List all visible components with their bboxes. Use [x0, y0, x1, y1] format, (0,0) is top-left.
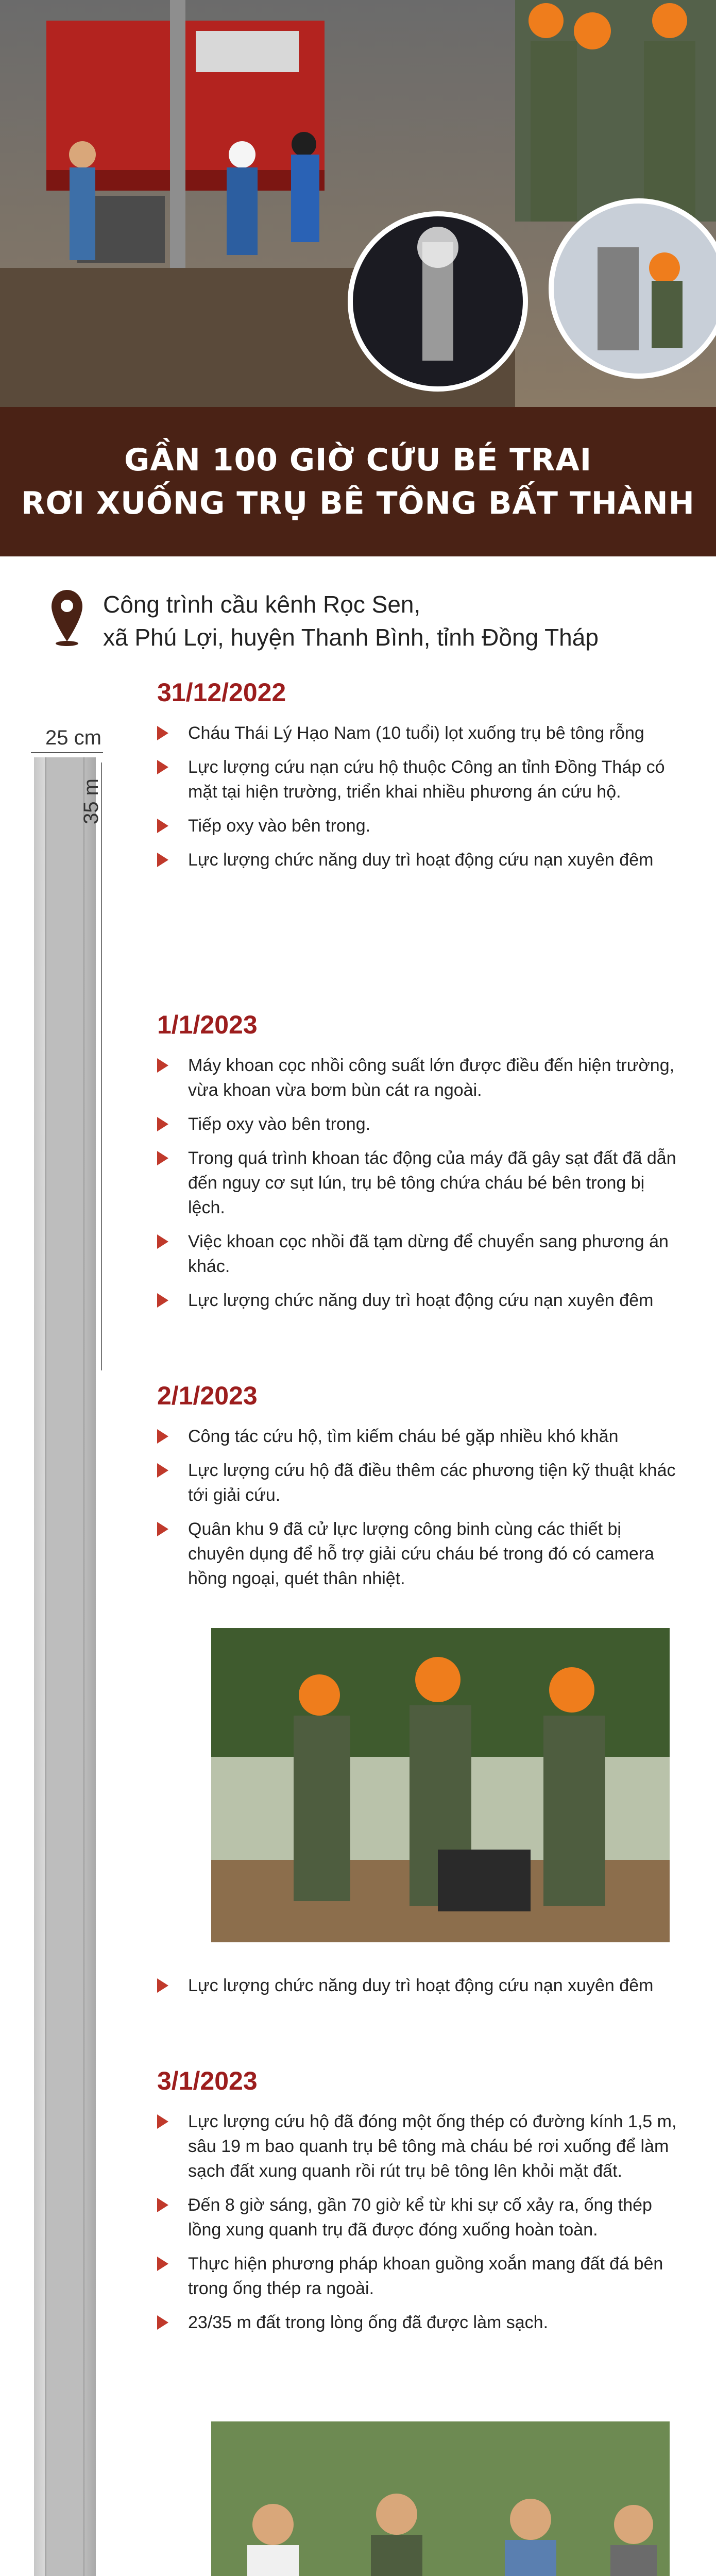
day-section-31-12-2022: [157, 677, 677, 882]
event-item: Lực lượng cứu hộ đã đóng một ống thép có đường kính 1,5 m, sâu 19 m bao quanh trụ bê tông mà cháu bé rơi xuống để làm sạch đất xung quanh rồi rút trụ bê tông lên khỏi mặt đất.: [157, 2109, 677, 2183]
pillar-hollow-core: [45, 757, 84, 2576]
title-line-2: RƠI XUỐNG TRỤ BÊ TÔNG BẤT THÀNH: [21, 485, 695, 521]
bullet-arrow-icon: [157, 2257, 168, 2271]
event-item: Cháu Thái Lý Hạo Nam (10 tuổi) lọt xuống trụ bê tông rỗng: [157, 721, 677, 745]
location-line-1: Công trình cầu kênh Rọc Sen,: [103, 591, 421, 618]
event-item: Công tác cứu hộ, tìm kiếm cháu bé gặp nhiều khó khăn: [157, 1424, 677, 1449]
location-block: [52, 585, 670, 662]
day-date: 2/1/2023: [157, 1381, 258, 1410]
bullet-arrow-icon: [157, 1463, 168, 1478]
event-item: Thực hiện phương pháp khoan guồng xoắn mang đất đá bên trong ống thép ra ngoài.: [157, 2251, 677, 2301]
event-item: Lực lượng chức năng duy trì hoạt động cứu nạn xuyên đêm: [157, 848, 677, 872]
day-event-list: [157, 721, 677, 872]
photo-officials-meeting-image: [211, 2421, 670, 2576]
bullet-arrow-icon: [157, 1117, 168, 1131]
event-item: Lực lượng chức năng duy trì hoạt động cứu nạn xuyên đêm: [157, 1973, 677, 1998]
event-item: Máy khoan cọc nhồi công suất lớn được điều đến hiện trường, vừa khoan vừa bơm bùn cát ra ngoài.: [157, 1053, 677, 1103]
title-line-1: GẦN 100 GIỜ CỨU BÉ TRAI: [124, 442, 592, 478]
bullet-arrow-icon: [157, 819, 168, 833]
photo-military-engineers-image: [211, 1628, 670, 1942]
pillar-depth-dimension: [101, 762, 102, 1370]
bullet-arrow-icon: [157, 1429, 168, 1444]
hero-illustration: [0, 0, 716, 407]
bullet-arrow-icon: [157, 2315, 168, 2330]
bullet-arrow-icon: [157, 2114, 168, 2129]
event-item: Lực lượng cứu hộ đã điều thêm các phương tiện kỹ thuật khác tới giải cứu.: [157, 1458, 677, 1507]
bullet-arrow-icon: [157, 2198, 168, 2212]
day-event-list: [157, 1973, 677, 1998]
event-item: Tiếp oxy vào bên trong.: [157, 814, 677, 838]
day-event-list: [157, 1424, 677, 1591]
day-date: 31/12/2022: [157, 678, 286, 707]
event-item: Tiếp oxy vào bên trong.: [157, 1112, 677, 1137]
event-item: Quân khu 9 đã cử lực lượng công binh cùng các thiết bị chuyên dụng để hỗ trợ giải cứu cháu bé trong đó có camera hồng ngoại, quét thân nhiệt.: [157, 1517, 677, 1591]
hero-photo-collage: [0, 0, 716, 407]
day-section-2-1-2023: [157, 1381, 677, 1600]
photo-officials-meeting: [211, 2421, 670, 2576]
day-section-2-1-2023-continued: [157, 1973, 677, 2007]
bullet-arrow-icon: [157, 1293, 168, 1308]
location-line-2: xã Phú Lợi, huyện Thanh Bình, tỉnh Đồng Tháp: [103, 624, 599, 651]
pillar-width-label: 25 cm: [45, 726, 101, 749]
bullet-arrow-icon: [157, 1978, 168, 1993]
day-event-list: [157, 2109, 677, 2335]
day-date: 3/1/2023: [157, 2066, 258, 2095]
pillar-depth-label: 35 m: [80, 778, 103, 824]
bullet-arrow-icon: [157, 760, 168, 774]
event-item: Đến 8 giờ sáng, gần 70 giờ kể từ khi sự cố xảy ra, ống thép lồng xung quanh trụ đã được đóng xuống hoàn toàn.: [157, 2193, 677, 2242]
day-event-list: [157, 1053, 677, 1313]
day-section-3-1-2023: [157, 2066, 677, 2344]
bullet-arrow-icon: [157, 1058, 168, 1073]
pillar-width-dimension: [31, 752, 103, 753]
bullet-arrow-icon: [157, 853, 168, 867]
bullet-arrow-icon: [157, 726, 168, 740]
map-pin-icon: [52, 590, 82, 647]
event-item: Lực lượng chức năng duy trì hoạt động cứu nạn xuyên đêm: [157, 1288, 677, 1313]
day-section-1-1-2023: [157, 1010, 677, 1322]
bullet-arrow-icon: [157, 1522, 168, 1536]
photo-military-engineers: [211, 1628, 670, 1942]
event-item: 23/35 m đất trong lòng ống đã được làm sạch.: [157, 2310, 677, 2335]
day-date: 1/1/2023: [157, 1010, 258, 1039]
event-item: Việc khoan cọc nhồi đã tạm dừng để chuyển sang phương án khác.: [157, 1229, 677, 1279]
event-item: Trong quá trình khoan tác động của máy đã gây sạt đất đã dẫn đến nguy cơ sụt lún, trụ bê tông chứa cháu bé bên trong bị lệch.: [157, 1146, 677, 1220]
event-item: Lực lượng cứu nạn cứu hộ thuộc Công an tỉnh Đồng Tháp có mặt tại hiện trường, triển khai nhiều phương án cứu hộ.: [157, 755, 677, 804]
title-banner: [0, 407, 716, 556]
bullet-arrow-icon: [157, 1234, 168, 1249]
bullet-arrow-icon: [157, 1151, 168, 1165]
